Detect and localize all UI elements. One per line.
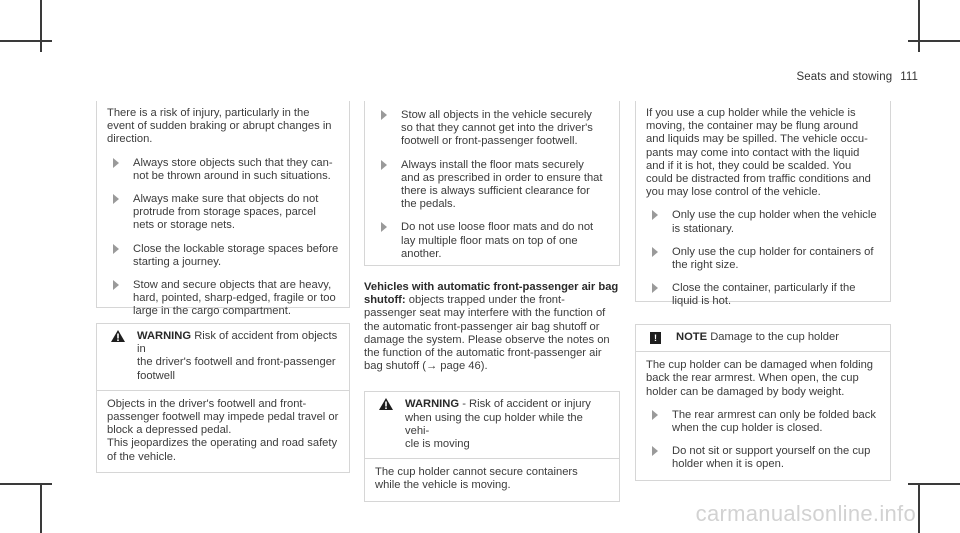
warning-title: Risk of accident from objects in — [137, 330, 338, 356]
list-item-line: when the cup holder is closed. — [672, 422, 823, 435]
list-item — [107, 193, 339, 233]
section-text: bag shutoff ( — [364, 360, 426, 373]
list-item-line: Stow all objects in the vehicle securely — [401, 109, 592, 121]
warning-box — [364, 391, 620, 501]
list-item-line: another. — [401, 247, 442, 260]
intro-line: If you use a cup holder while the vehicle is — [646, 107, 856, 119]
list-item-line: Close the container, particularly if the — [672, 282, 856, 295]
warning-continuation-box — [635, 101, 891, 308]
crop-mark — [918, 0, 920, 52]
warning-body-line: block a depressed pedal. — [107, 424, 232, 437]
section-heading: Vehicles with automatic front-passenger air bag — [364, 281, 619, 293]
warning-title-line: when using the cup holder while the vehi- — [405, 411, 583, 437]
note-box — [635, 324, 891, 481]
list-item-line: so that they cannot get into the driver's — [401, 122, 593, 135]
list-item-line: not be thrown around in such situations. — [133, 169, 331, 182]
section-heading: shutoff: — [364, 294, 406, 307]
arrow-bullet-icon — [381, 222, 387, 232]
arrow-bullet-icon — [652, 247, 658, 257]
intro-line: There is a risk of injury, particularly in the — [107, 107, 310, 119]
list-item-line: lay multiple floor mats on top of one — [401, 234, 578, 247]
warning-title-line: cle is moving — [405, 438, 470, 451]
warning-title-line: footwell — [137, 369, 175, 382]
note-label: NOTE — [676, 331, 708, 343]
section-text: the function of the automatic front-passenger air — [364, 347, 602, 360]
list-item-line: liquid is hot. — [672, 295, 732, 308]
page-header — [797, 71, 918, 83]
warning-label: WARNING — [137, 330, 192, 342]
list-item-line: Close the lockable storage spaces before — [133, 242, 339, 255]
warning-body-line: of the vehicle. — [107, 450, 177, 463]
arrow-bullet-icon — [652, 410, 658, 420]
crop-mark — [908, 40, 960, 42]
section-text: damage the system. Please observe the notes on — [364, 333, 610, 346]
list-item-line: and as prescribed in order to ensure that — [401, 171, 603, 184]
warning-triangle-icon — [111, 330, 125, 342]
arrow-bullet-icon — [381, 110, 387, 120]
list-item-line: The rear armrest can only be folded back — [672, 408, 876, 421]
intro-line: and if it is hot, they could be scalded. You — [646, 159, 852, 172]
list-item — [107, 243, 339, 269]
airbag-section — [364, 281, 620, 373]
section-title: Seats and stowing — [796, 71, 893, 83]
list-item-line: starting a journey. — [133, 255, 222, 268]
intro-line: event of sudden braking or abrupt changes in — [107, 120, 332, 133]
warning-label: WARNING — [405, 398, 460, 411]
list-item — [646, 282, 880, 308]
list-item-line: footwell or front-passenger footwell. — [401, 135, 578, 148]
page-reference-link[interactable]: page 46). — [440, 360, 488, 373]
section-text: passenger seat may interfere with the function of — [364, 307, 606, 320]
warning-header — [375, 398, 609, 451]
list-item-line: Only use the cup holder when the vehicle — [672, 209, 877, 222]
page-reference-arrow: → — [426, 360, 438, 373]
list-item — [107, 279, 339, 319]
section-text: the automatic front-passenger air bag shutoff or — [364, 320, 600, 333]
warning-title: - Risk of accident or injury — [462, 398, 591, 411]
arrow-bullet-icon — [113, 280, 119, 290]
warning-continuation-box — [364, 101, 620, 266]
warning-body-line: Objects in the driver's footwell and front- — [107, 397, 307, 410]
list-item-line: Always store objects such that they can- — [133, 156, 333, 169]
intro-line: could be distracted from traffic conditions and — [646, 173, 871, 186]
list-item-line: there is always sufficient clearance for — [401, 185, 590, 198]
arrow-bullet-icon — [113, 158, 119, 168]
warning-title-line: the driver's footwell and front-passenger — [137, 356, 336, 369]
note-body-line: The cup holder can be damaged when folding — [646, 359, 874, 372]
list-item — [375, 221, 609, 261]
list-item-line: Do not sit or support yourself on the cup — [672, 445, 871, 458]
intro-line: pants may come into contact with the liquid — [646, 146, 860, 159]
list-item-line: Always install the floor mats securely — [401, 158, 584, 171]
warning-body-line: passenger footwell may impede pedal travel or — [107, 411, 339, 424]
divider — [636, 351, 890, 352]
crop-mark — [908, 483, 960, 485]
intro-line: moving, the container may be flung around — [646, 120, 859, 133]
intro-line: and liquids may be spilled. The vehicle occu- — [646, 133, 868, 146]
list-item — [107, 157, 339, 183]
arrow-bullet-icon — [652, 283, 658, 293]
list-item-line: Always make sure that objects do not — [133, 193, 319, 206]
list-item-line: protrude from storage spaces, parcel — [133, 206, 316, 219]
list-item — [646, 409, 880, 435]
warning-body-line: This jeopardizes the operating and road safety — [107, 437, 338, 450]
crop-mark — [0, 483, 52, 485]
arrow-bullet-icon — [381, 160, 387, 170]
watermark: carmanualsonline.info — [695, 501, 916, 526]
column-2 — [364, 101, 620, 502]
section-text: objects trapped under the front- — [408, 294, 565, 307]
list-item-line: nets or storage nets. — [133, 219, 235, 232]
warning-box — [96, 323, 350, 473]
list-item — [646, 445, 880, 471]
crop-mark — [918, 483, 920, 533]
exclamation-icon: ! — [650, 332, 661, 344]
warning-header — [107, 330, 339, 383]
list-item-line: the right size. — [672, 259, 739, 272]
list-item-line: the pedals. — [401, 198, 456, 211]
warning-body-line: while the vehicle is moving. — [375, 479, 511, 492]
list-item-line: holder when it is open. — [672, 458, 784, 471]
intro-line: direction. — [107, 133, 153, 146]
list-item — [646, 246, 880, 272]
arrow-bullet-icon — [113, 194, 119, 204]
note-title: Damage to the cup holder — [710, 331, 839, 343]
crop-mark — [0, 40, 52, 42]
list-item-line: large in the cargo compartment. — [133, 305, 291, 318]
warning-continuation-box — [96, 101, 350, 318]
divider — [97, 390, 349, 391]
intro-line: you may lose control of the vehicle. — [646, 186, 821, 199]
note-header — [646, 331, 880, 344]
arrow-bullet-icon — [652, 446, 658, 456]
list-item-line: Do not use loose floor mats and do not — [401, 221, 594, 234]
list-item — [375, 109, 609, 149]
note-body-line: holder can be damaged by body weight. — [646, 385, 845, 398]
crop-mark — [40, 483, 42, 533]
arrow-bullet-icon — [652, 210, 658, 220]
arrow-bullet-icon — [113, 244, 119, 254]
divider — [365, 458, 619, 459]
list-item — [646, 209, 880, 235]
list-item-line: Stow and secure objects that are heavy, — [133, 279, 332, 292]
list-item — [375, 159, 609, 212]
warning-triangle-icon — [379, 398, 393, 410]
list-item-line: hard, pointed, sharp-edged, fragile or too — [133, 292, 336, 305]
warning-body-line: The cup holder cannot secure containers — [375, 466, 578, 479]
column-1 — [96, 101, 350, 473]
crop-mark — [40, 0, 42, 52]
column-3 — [635, 101, 891, 481]
page-number: 111 — [900, 71, 918, 83]
list-item-line: is stationary. — [672, 222, 734, 235]
note-body-line: back the rear armrest. When open, the cup — [646, 372, 859, 385]
list-item-line: Only use the cup holder for containers of — [672, 245, 874, 258]
